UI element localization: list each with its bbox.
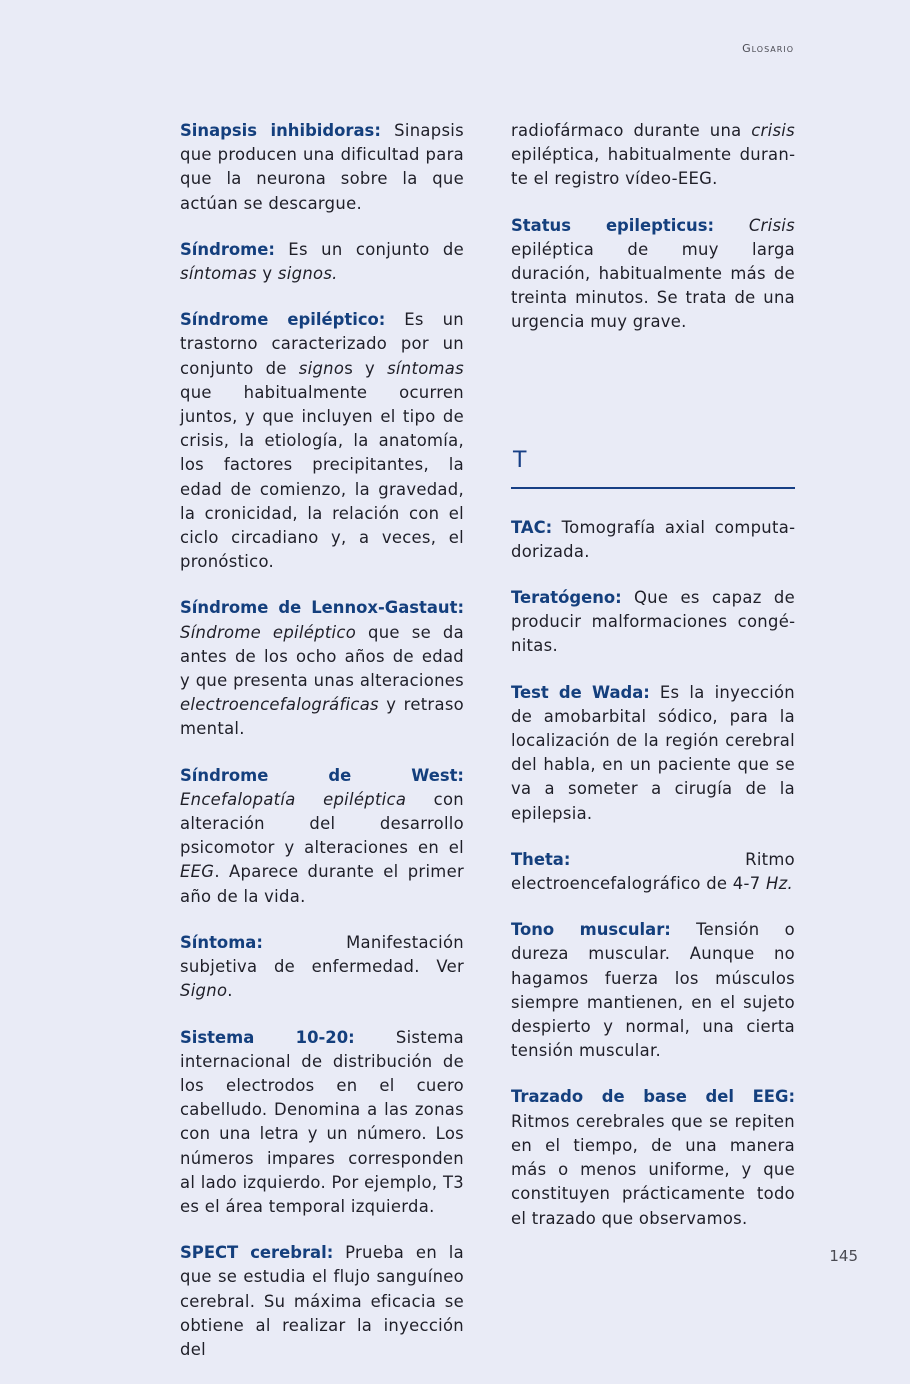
glossary-entry [511, 848, 795, 896]
glossary-entry [180, 308, 464, 574]
definition-text: Ritmo electroencefalográfico de 4-7 [511, 849, 795, 894]
continuation-paragraph [511, 119, 795, 192]
glossary-term: Status epilepticus: [511, 215, 715, 235]
italic-text: signo [298, 358, 345, 378]
glossary-entry [511, 918, 795, 1063]
glossary-term: Trazado de base del EEG: [511, 1087, 795, 1107]
glossary-term: Tono muscular: [511, 920, 671, 940]
glossary-term: Síndrome epiléptico: [180, 310, 386, 330]
definition-text: Que es capaz de producir malformaciones congénitas. [511, 588, 795, 656]
glossary-entry [511, 586, 795, 659]
italic-text: Signo [180, 981, 228, 1001]
italic-text: síntomas [387, 358, 464, 378]
definition-text: Prueba en la que se estudia el flujo sanguíneo cerebral. Su máxima eficacia se obtiene al realizar la inyección del [180, 1243, 464, 1359]
glossary-term: Teratógeno: [511, 588, 622, 608]
glossary-term: Test de Wada: [511, 682, 650, 702]
italic-text: crisis [751, 121, 795, 140]
glossary-entry [511, 516, 795, 564]
definition-text: Es un conjunto de [274, 239, 464, 259]
definition-text: epiléptica, habitualmente durante el registro vídeo-EEG. [511, 145, 795, 189]
definition-text: Ritmos cerebrales que se repiten en el tiempo, de una manera más o menos uniforme, y que constituyen prácticamente todo el trazado que observamos. [511, 1111, 795, 1228]
glossary-term: TAC: [511, 517, 553, 537]
definition-text: Tensión o dureza muscular. Aunque no hagamos fuerza los músculos siempre mantienen, en el sujeto despierto y normal, una cierta tensión muscular. [511, 920, 796, 1061]
glossary-entry [511, 1085, 795, 1230]
definition-text: Manifestación subjetiva de enfermedad. Ver [180, 932, 464, 977]
glossary-entry [511, 681, 795, 826]
definition-text: Sistema internacional de distribución de los electrodos en el cuero cabelludo. Denomina a las zonas con una letra y un número. Los números impares corresponden al lado izquierdo. Por ejemplo, T3 es el área temporal izquierda. [180, 1027, 464, 1216]
glossary-term: Síndrome: [180, 239, 275, 259]
page-number: 145 [829, 1247, 858, 1265]
glossary-term: Sistema 10-20: [180, 1027, 355, 1047]
section-divider [511, 487, 795, 489]
italic-text: Crisis [714, 215, 795, 235]
glossary-entry [180, 238, 464, 286]
definition-text: Sinapsis que producen una dificultad para que la neurona sobre la que actúan se descargue. [180, 121, 464, 213]
definition-text: con alteración del desarrollo psicomotor y alteraciones en el [180, 789, 464, 858]
definition-text: s y [344, 358, 388, 378]
definition-text: Es un trastorno caracterizado por un conjunto de [180, 310, 464, 378]
italic-text: signos. [277, 264, 338, 284]
section-letter: T [513, 447, 527, 473]
glossary-term: Sinapsis inhibidoras: [180, 121, 381, 140]
glossary-term: Síndrome de Lennox-Gastaut: [180, 598, 464, 618]
entries-after-section [511, 516, 795, 1231]
glossary-entry [511, 214, 795, 335]
glossary-entry [180, 1026, 464, 1220]
definition-text: epiléptica de muy larga duración, habitualmente más de treinta minutos. Se trata de una urgencia muy grave. [511, 239, 795, 332]
entries-before-section [511, 214, 795, 335]
italic-text: Encefalopatía epiléptica [180, 789, 407, 809]
italic-text: síntomas [180, 264, 257, 284]
glossary-entry [180, 764, 464, 909]
definition-text: Es la inyección de amobarbital sódico, para la localización de la región cerebral del habla, en un paciente que se va a someter a cirugía de la epilepsia. [511, 682, 795, 823]
italic-text: Hz. [765, 874, 794, 894]
glossary-term: Síndrome de West: [180, 765, 464, 785]
glossary-term: Theta: [511, 849, 571, 869]
glossary-term: Síntoma: [180, 932, 263, 952]
definition-text: Tomografía axial computadorizada. [511, 517, 795, 561]
definition-text: que habitualmente ocurren juntos, y que incluyen el tipo de crisis, la etiología, la anatomía, los factores precipitantes, la edad de comienzo, la gravedad, la cronicidad, la relación con el ciclo circadiano y, a veces, el pronóstico. [180, 382, 464, 572]
glossary-entry [180, 119, 464, 216]
definition-text: . [227, 981, 233, 1001]
glossary-entry [180, 1241, 464, 1362]
definition-text: radiofármaco durante una [511, 121, 752, 140]
definition-text: y retraso mental. [180, 695, 464, 739]
glossary-term: SPECT cerebral: [180, 1243, 334, 1263]
right-column [511, 119, 795, 1253]
italic-text: electroencefalográficas [180, 695, 379, 715]
italic-text: Síndrome epiléptico [180, 622, 357, 642]
glossary-entry [180, 931, 464, 1004]
definition-text: y [256, 264, 278, 284]
italic-text: EEG [180, 862, 215, 882]
glossary-entry [180, 596, 464, 741]
definition-text: . Aparece durante el primer año de la vida. [180, 862, 464, 906]
left-column [180, 119, 464, 1384]
running-header: Glosario [742, 42, 794, 55]
definition-text: que se da antes de los ocho años de edad y que presenta unas alteraciones [180, 622, 464, 691]
